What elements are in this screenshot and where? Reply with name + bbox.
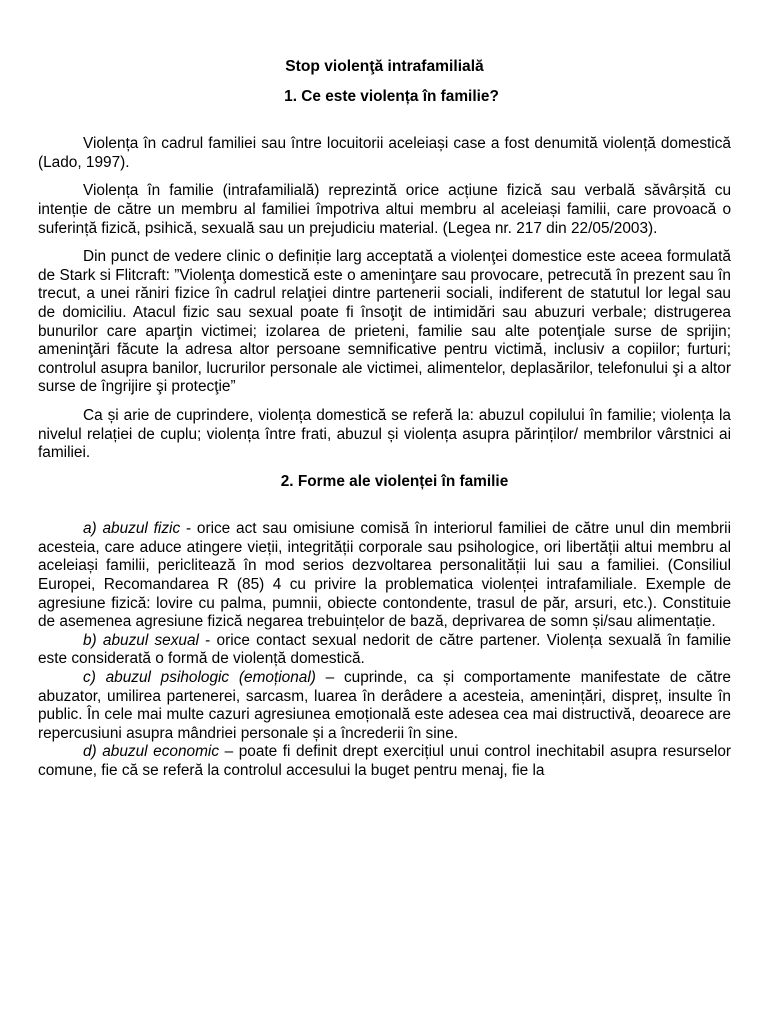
document-title: Stop violenţă intrafamilială xyxy=(285,58,484,75)
paragraph-scope: Ca și arie de cuprindere, violența domestică se referă la: abuzul copilului în familie; violența la nivelul relației de cuplu; violența între frati, abuzul și violența asupra părinților/ membrilor vârstnici ai familiei. xyxy=(38,406,731,462)
paragraph-definition-1: Violența în cadrul familiei sau între locuitorii aceleiași case a fost denumită violență domestică (Lado, 1997). xyxy=(38,135,731,171)
section-heading-1: 1. Ce este violența în familie? xyxy=(284,87,499,105)
item-label: d) abuzul economic xyxy=(83,743,220,761)
item-label: b) abuzul sexual xyxy=(83,631,199,649)
item-text: - orice contact sexual nedorit de către partener. Violența sexuală în familie este considerată o formă de violență domestică. xyxy=(38,631,732,668)
list-item-economic-abuse xyxy=(38,743,731,780)
item-text: – cuprinde, ca și comportamente manifestate de către abuzator, umilirea partenerei, sarcasm, luarea în derâdere a acesteia, amenințări, dispreț, insulte în public. În cele mai multe cazuri agresiunea emoțională este adesea cea mai distructivă, deoarece are repercusiuni asupra mândriei personale și a încrederii în sine. xyxy=(38,669,731,742)
document-body xyxy=(38,58,731,781)
paragraph-clinical-definition: Din punct de vedere clinic o definiție larg acceptată a violenţei domestice este aceea formulată de Stark si Flitcraft: ”Violenţa domestică este o ameninţare sau provocare, petrecută în prezent sau în trecut, a unei răniri fizice în cadrul relaţiei dintre partenerii sociali, indiferent de statutul lor legal sau de domiciliu. Atacul fizic sau sexual poate fi însoţit de intimidări sau abuzuri verbale; distrugerea bunurilor care aparţin victimei; izolarea de prieteni, familie sau alte potenţiale surse de sprijin; ameninţări făcute la adresa altor persoane semnificative pentru victimă, inclusiv a copiilor; furturi; controlul asupra banilor, lucrurilor personale ale victimei, alimentelor, deplasărilor, telefonului şi a altor surse de îngrijire şi protecţie” xyxy=(38,248,731,396)
item-text: – poate fi definit drept exercițiul unui control inechitabil asupra resurselor comune, fie că se referă la controlul accesului la buget pentru menaj, fie la xyxy=(38,743,732,779)
item-label: c) abuzul psihologic (emoțional) xyxy=(83,669,316,687)
list-item-physical-abuse xyxy=(38,520,731,632)
paragraph-definition-2: Violența în familie (intrafamilială) reprezintă orice acțiune fizică sau verbală săvârșită cu intenție de către un membru al familiei împotriva altui membru al aceleiași familii, care provoacă o suferință fizică, psihică, sexuală sau un prejudiciu material. (Legea nr. 217 din 22/05/2003). xyxy=(38,182,731,237)
item-text: - orice act sau omisiune comisă în interiorul familiei de către unul din membrii acesteia, care aduce atingere vieții, integrității corporale sau psihologice, ori libertății altui membru al aceleiași familii, periclitează în mod serios dezvoltarea personalității lui sau a familiei. (Consiliul Europei, Recomandarea R (85) 4 cu privire la problematica violenței intrafamiliale. Exemple de agresiune fizică: lovire cu palma, pumnii, obiecte contondente, trasul de păr, arsuri, etc.). Constituie de asemenea agresiune fizică negarea trebuințelor de bază, deprivarea de somn și/sau alimentație. xyxy=(38,520,731,631)
section-heading-2: 2. Forme ale violenței în familie xyxy=(280,472,509,490)
list-item-sexual-abuse xyxy=(38,632,731,669)
list-item-psychological-abuse xyxy=(38,669,731,743)
item-label: a) abuzul fizic xyxy=(83,520,181,538)
